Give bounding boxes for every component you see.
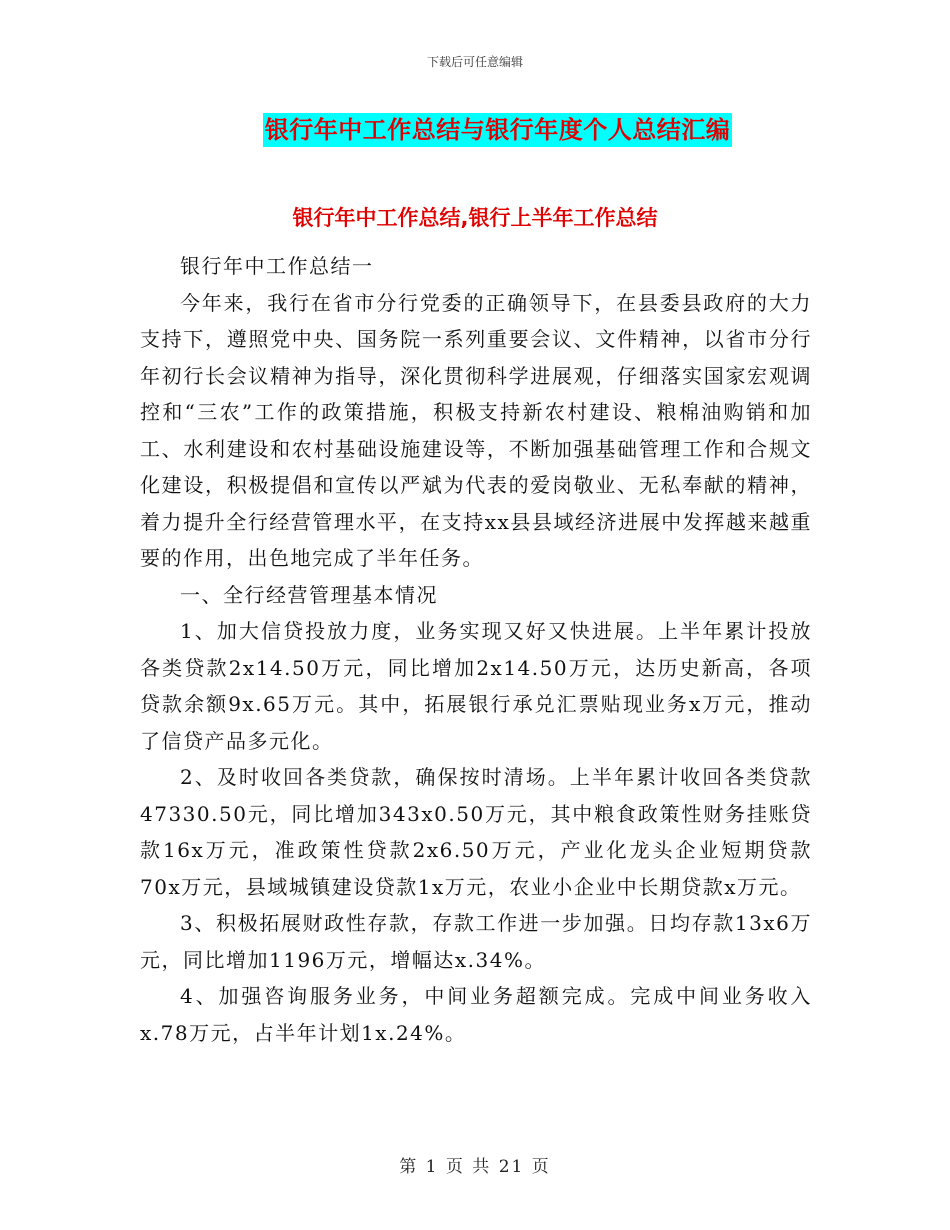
body-paragraph: 4、加强咨询服务业务，中间业务超额完成。完成中间业务收入x.78万元，占半年计划1x.24%。: [140, 984, 812, 1045]
body-paragraph: 2、及时收回各类贷款，确保按时清场。上半年累计收回各类贷款47330.50元，同比增加343x0.50万元，其中粮食政策性财务挂账贷款16x万元，准政策性贷款2x6.50万元，产业化龙头企业短期贷款70x万元，县域城镇建设贷款1x万元，农业小企业中长期贷款x万元。: [140, 765, 812, 899]
download-note: 下载后可任意编辑: [426, 55, 523, 69]
document-title: 银行年中工作总结与银行年度个人总结汇编: [263, 113, 733, 147]
title-wrapper: [0, 113, 950, 147]
body-paragraph: 今年来，我行在省市分行党委的正确领导下，在县委县政府的大力支持下，遵照党中央、国务院一系列重要会议、文件精神，以省市分行年初行长会议精神为指导，深化贯彻科学进展观，仔细落实国家宏观调控和“三农”工作的政策措施，积极支持新农村建设、粮棉油购销和加工、水利建设和农村基础设施建设等，不断加强基础管理工作和合规文化建设，积极提倡和宣传以严斌为代表的爱岗敬业、无私奉献的精神，着力提升全行经营管理水平，在支持xx县县域经济进展中发挥越来越重要的作用，出色地完成了半年任务。: [140, 290, 812, 570]
page-number: 第 1 页 共 21 页: [399, 1157, 551, 1177]
section-heading: 银行年中工作总结一: [180, 254, 374, 278]
document-body: [140, 248, 812, 1051]
document-subtitle: 银行年中工作总结,银行上半年工作总结: [292, 206, 658, 230]
body-paragraph: 1、加大信贷投放力度，业务实现又好又快进展。上半年累计投放各类贷款2x14.50万元，同比增加2x14.50万元，达历史新高，各项贷款余额9x.65万元。其中，拓展银行承兑汇票贴现业务x万元，推动了信贷产品多元化。: [140, 619, 812, 753]
section-heading: 一、全行经营管理基本情况: [180, 582, 438, 607]
body-paragraph: 3、积极拓展财政性存款，存款工作进一步加强。日均存款13x6万元，同比增加1196万元，增幅达x.34%。: [140, 911, 812, 972]
